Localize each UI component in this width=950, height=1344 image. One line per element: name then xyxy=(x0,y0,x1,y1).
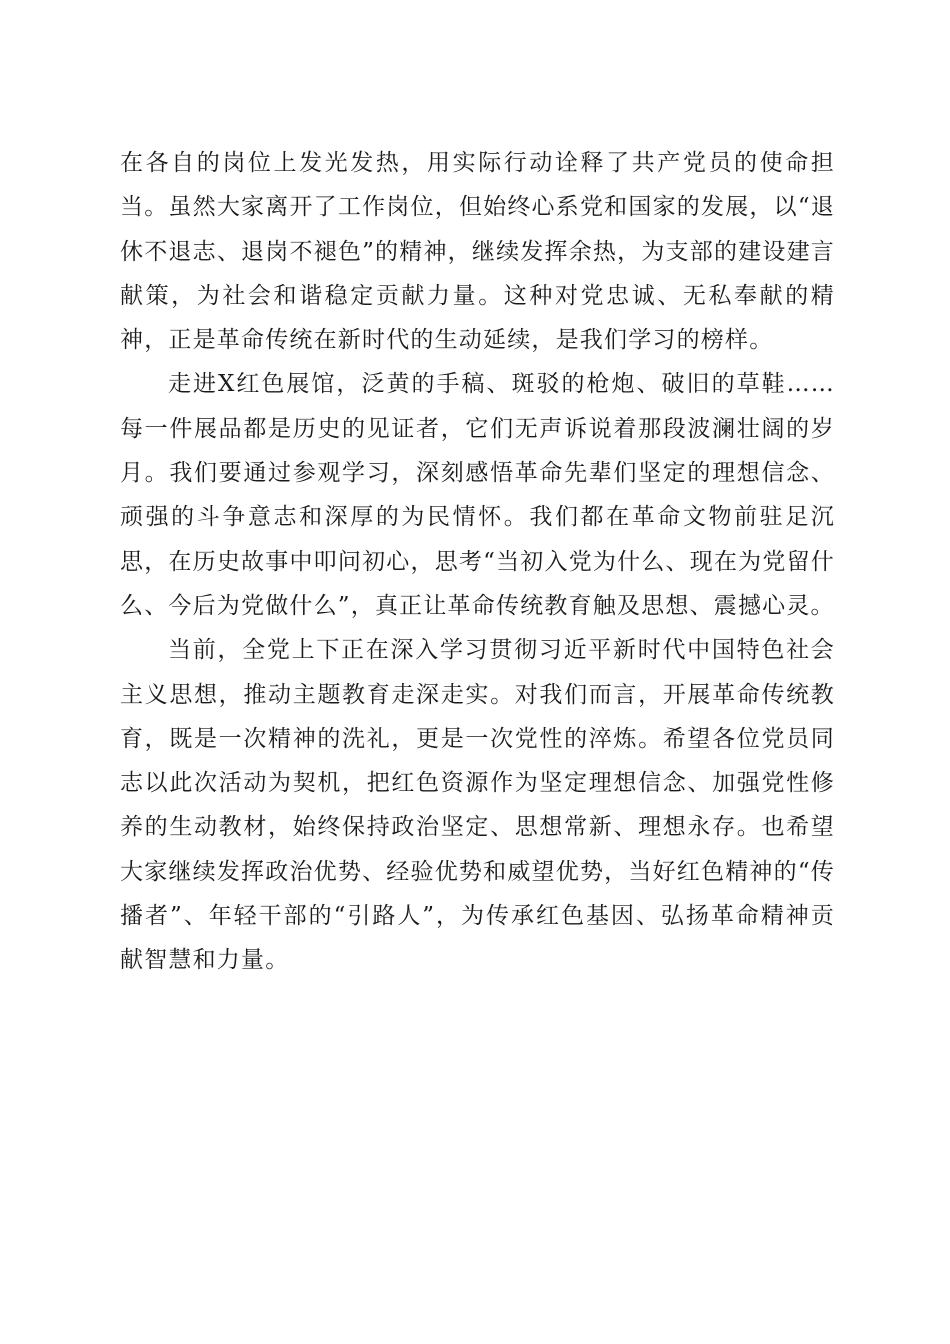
document-body xyxy=(120,141,835,983)
paragraph-current-tasks: 当前，全党上下正在深入学习贯彻习近平新时代中国特色社会主义思想，推动主题教育走深走实。对我们而言，开展革命传统教育，既是一次精神的洗礼，更是一次党性的淬炼。希望各位党员同志以此次活动为契机，把红色资源作为坚定理想信念、加强党性修养的生动教材，始终保持政治坚定、思想常新、理想永存。也希望大家继续发挥政治优势、经验优势和威望优势，当好红色精神的“传播者”、年轻干部的“引路人”，为传承红色基因、弘扬革命精神贡献智慧和力量。 xyxy=(120,637,835,974)
paragraph-red-exhibition-hall: 走进X红色展馆，泛黄的手稿、斑驳的枪炮、破旧的草鞋……每一件展品都是历史的见证者，它们无声诉说着那段波澜壮阔的岁月。我们要通过参观学习，深刻感悟革命先辈们坚定的理想信念、顽强的斗争意志和深厚的为民情怀。我们都在革命文物前驻足沉思，在历史故事中叩问初心，思考“当初入党为什么、现在为党留什么、今后为党做什么”，真正让革命传统教育触及思想、震撼心灵。 xyxy=(120,371,835,619)
paragraph-continuation: 在各自的岗位上发光发热，用实际行动诠释了共产党员的使命担当。虽然大家离开了工作岗位，但始终心系党和国家的发展，以“退休不退志、退岗不褪色”的精神，继续发挥余热，为支部的建设建言献策，为社会和谐稳定贡献力量。这种对党忠诚、无私奉献的精神，正是革命传统在新时代的生动延续，是我们学习的榜样。 xyxy=(120,150,835,354)
